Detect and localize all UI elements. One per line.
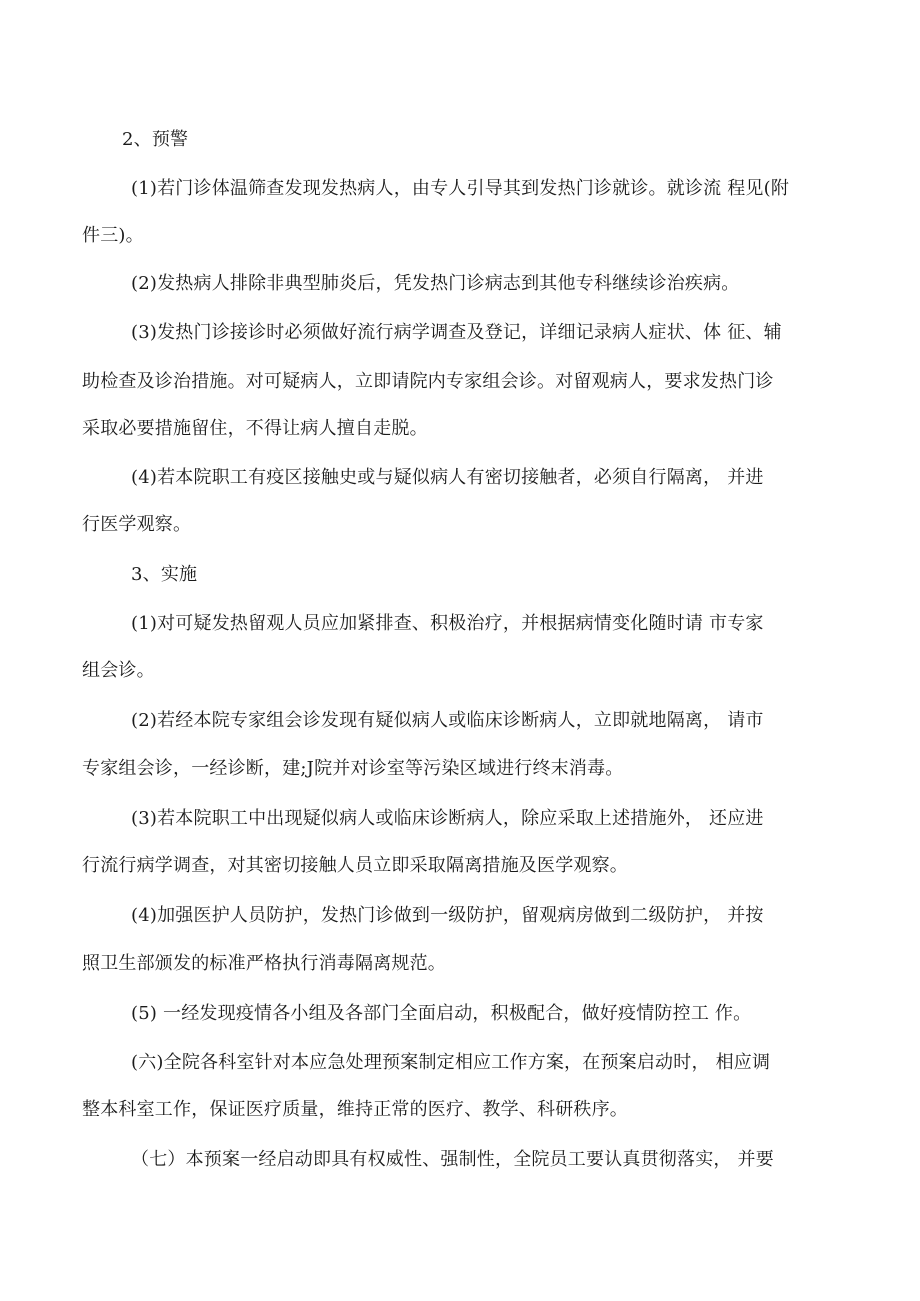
text-line: 行流行病学调查，对其密切接触人员立即采取隔离措施及医学观察。 [82, 855, 628, 876]
text-line: 件三)。 [82, 225, 144, 246]
text-line: (3)若本院职工中出现疑似病人或临床诊断病人，除应采取上述措施外， 还应进 [131, 808, 764, 829]
text-line: 整本科室工作，保证医疗质量，维持正常的医疗、教学、科研秩序。 [82, 1099, 628, 1120]
text-line: 行医学观察。 [82, 514, 192, 535]
text-line: (1)对可疑发热留观人员应加紧排查、积极治疗，并根据病情变化随时请 市专家 [131, 613, 764, 634]
text-line: (2)发热病人排除非典型肺炎后，凭发热门诊病志到其他专科继续诊治疾病。 [131, 273, 740, 294]
heading-implementation: 3、实施 [131, 564, 198, 585]
text-line: 专家组会诊，一经诊断，建;J院并对诊室等污染区域进行终末消毒。 [82, 758, 624, 779]
text-line: (4)加强医护人员防护，发热门诊做到一级防护，留观病房做到二级防护， 并按 [131, 905, 764, 926]
text-line: (5) 一经发现疫情各小组及各部门全面启动，积极配合，做好疫情防控工 作。 [131, 1003, 752, 1024]
text-line: (2)若经本院专家组会诊发现有疑似病人或临床诊断病人，立即就地隔离， 请市 [131, 710, 764, 731]
text-line: 组会诊。 [82, 660, 155, 681]
text-line: 助检查及诊治措施。对可疑病人，立即请院内专家组会诊。对留观病人，要求发热门诊 [82, 371, 774, 392]
text-line: 采取必要措施留住，不得让病人擅自走脱。 [82, 418, 428, 439]
text-line: (1)若门诊体温筛查发现发热病人，由专人引导其到发热门诊就诊。就诊流 程见(附 [131, 178, 790, 199]
heading-warning: 2、预警 [122, 129, 189, 150]
text-line: （七）本预案一经启动即具有权威性、强制性，全院员工要认真贯彻落实， 并要 [131, 1149, 774, 1170]
text-line: (4)若本院职工有疫区接触史或与疑似病人有密切接触者，必须自行隔离， 并进 [131, 467, 764, 488]
text-line: (3)发热门诊接诊时必须做好流行病学调查及登记，详细记录病人症状、体 征、辅 [131, 322, 782, 343]
text-line: (六)全院各科室针对本应急处理预案制定相应工作方案，在预案启动时， 相应调 [131, 1052, 771, 1073]
text-line: 照卫生部颁发的标准严格执行消毒隔离规范。 [82, 953, 446, 974]
